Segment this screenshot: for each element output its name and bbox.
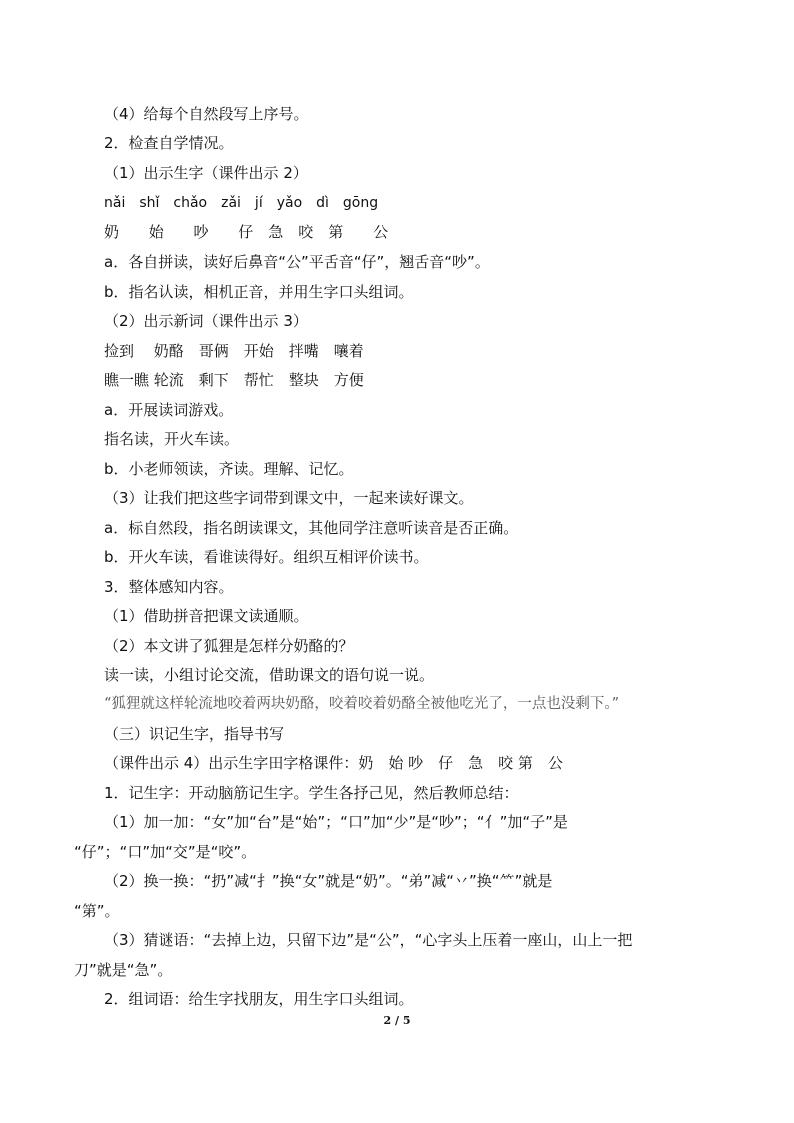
text-line: 2．检查自学情况。 (104, 134, 234, 152)
text-line: a．开展读词游戏。 (104, 401, 234, 419)
pinyin-line: nǎi shǐ chǎo zǎi jí yǎo dì gōng (104, 195, 379, 211)
text-line: b．开火车读，看谁读得好。组织互相评价读书。 (104, 548, 429, 566)
text-line: 读一读，小组讨论交流，借助课文的语句说一说。 (104, 666, 435, 684)
text-line: 2．组词语：给生字找朋友，用生字口头组词。 (104, 990, 414, 1008)
words-line: 捡到 奶酪 哥俩 开始 拌嘴 嚷着 (104, 342, 364, 360)
text-line: “第”。 (74, 902, 120, 920)
text-line: （1）加一加：“女”加“台”是“始”；“口”加“少”是“吵”；“亻”加“子”是 (104, 813, 568, 831)
text-line: a．各自拼读，读好后鼻音“公”平舌音“仔”，翘舌音“吵”。 (104, 253, 490, 271)
text-line: b．指名认读，相机正音，并用生字口头组词。 (104, 283, 414, 301)
characters-line: 奶 始 吵 仔 急 咬 第 公 (104, 223, 389, 241)
text-line: “仔”；“口”加“交”是“咬”。 (74, 843, 257, 861)
text-line: （3）让我们把这些字词带到课文中，一起来读好课文。 (104, 489, 474, 507)
section-heading: （三）识记生字，指导书写 (104, 725, 285, 743)
text-line: a．标自然段，指名朗读课文，其他同学注意听读音是否正确。 (104, 519, 519, 537)
text-line: 1．记生字：开动脑筋记生字。学生各抒己见，然后教师总结： (104, 784, 519, 802)
text-line: 刀”就是“急”。 (74, 961, 173, 979)
text-line: （课件出示 4）出示生字田字格课件：奶 始 吵 仔 急 咬 第 公 (104, 754, 563, 772)
words-line: 瞧一瞧 轮流 剩下 帮忙 整块 方便 (104, 371, 364, 389)
text-line: （2）本文讲了狐狸是怎样分奶酪的？ (104, 637, 354, 655)
text-line: （3）猜谜语：“去掉上边，只留下边”是“公”，“心字头上压着一座山，山上一把 (104, 931, 633, 949)
text-line: （2）换一换：“扔”减“扌”换“女”就是“奶”。“弟”减“丷”换“⺮”就是 (104, 872, 553, 890)
text-line: 3．整体感知内容。 (104, 578, 234, 596)
text-line: b．小老师领读，齐读。理解、记忆。 (104, 460, 354, 478)
text-line: 指名读，开火车读。 (104, 430, 240, 448)
text-line: （4）给每个自然段写上序号。 (104, 105, 309, 123)
text-line: （1）出示生字（课件出示 2） (104, 164, 308, 182)
page-number: 2 / 5 (383, 1014, 411, 1027)
text-line: （1）借助拼音把课文读通顺。 (104, 607, 309, 625)
text-line: （2）出示新词（课件出示 3） (104, 312, 308, 330)
quote-line: “狐狸就这样轮流地咬着两块奶酪，咬着咬着奶酪全被他吃光了，一点也没剩下。” (104, 696, 620, 712)
